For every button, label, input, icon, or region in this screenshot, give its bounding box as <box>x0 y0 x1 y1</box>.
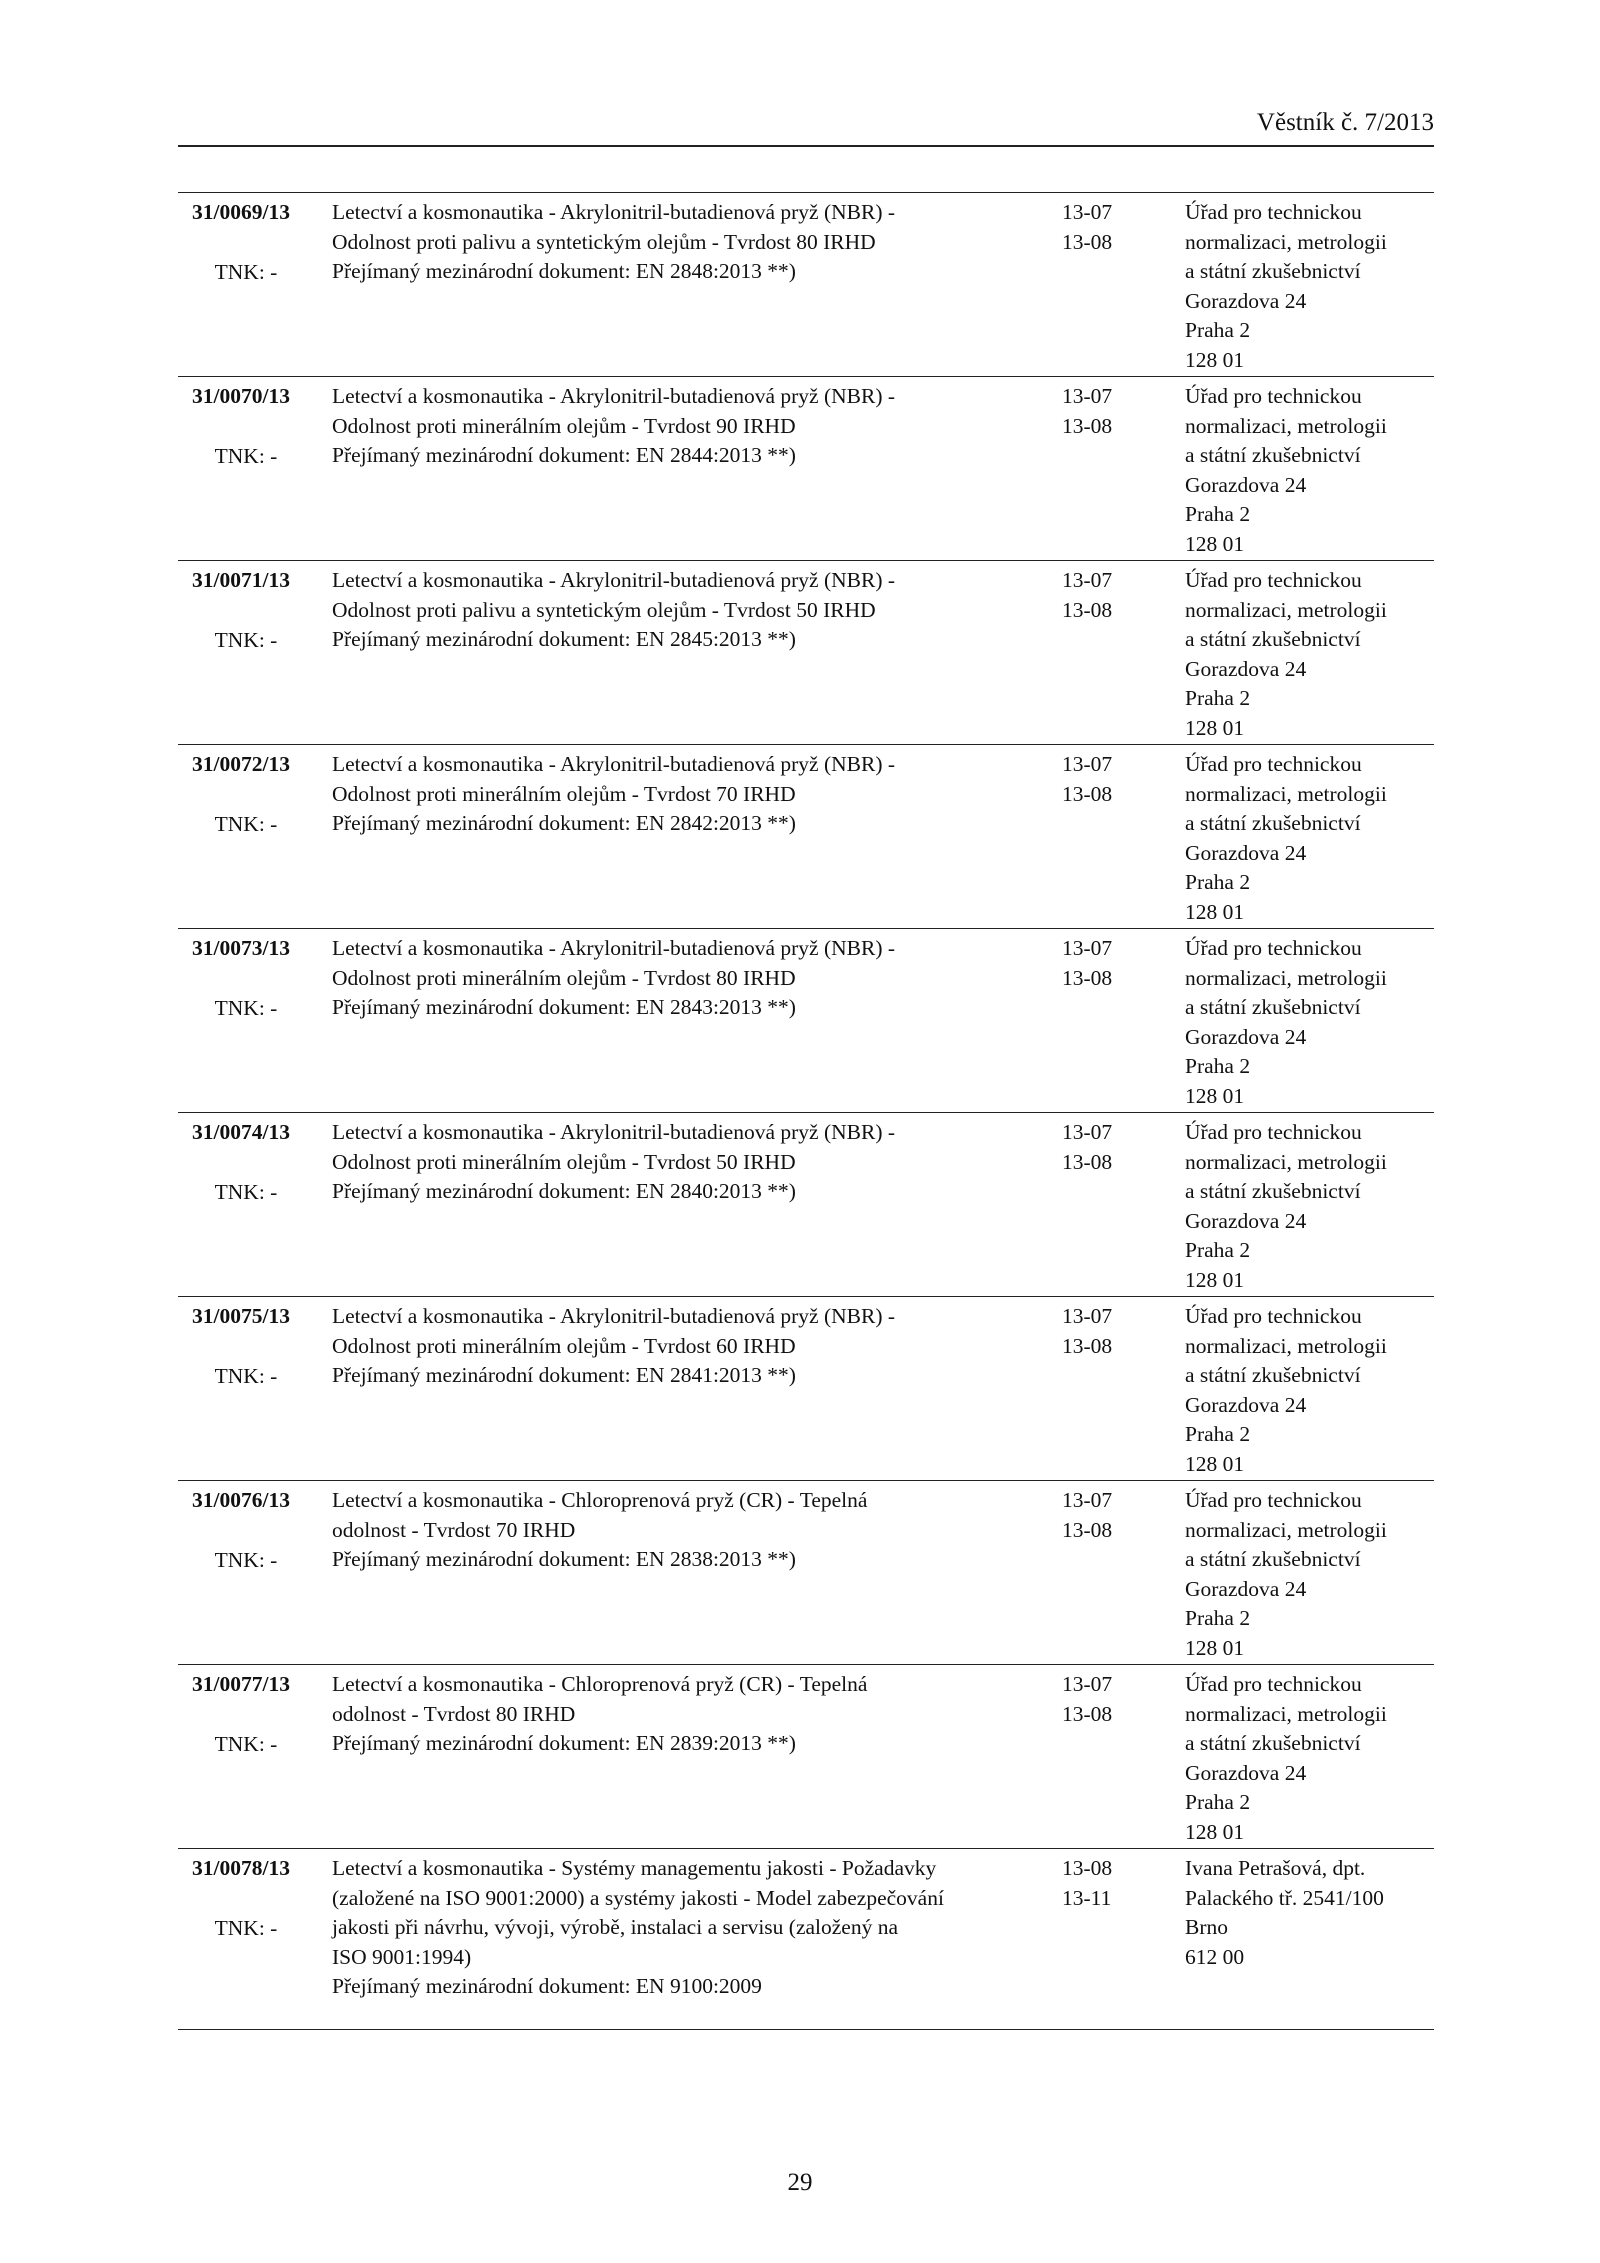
table-row <box>178 377 1434 561</box>
classification-code: 13-08 <box>1062 1856 1113 1880</box>
standard-description <box>332 1118 896 1207</box>
classification-codes <box>1062 934 1142 993</box>
standard-id-cell <box>192 1302 332 1391</box>
address-line: 128 01 <box>1185 715 1245 740</box>
description-line: Odolnost proti minerálním olejům - Tvrdost 80 IRHD <box>332 965 796 990</box>
classification-code: 13-08 <box>1062 781 1113 806</box>
classification-code: 13-08 <box>1062 1517 1113 1542</box>
address-line: 612 00 <box>1185 1944 1245 1969</box>
description-line: Letectví a kosmonautika - Akrylonitril-butadienová pryž (NBR) - <box>332 752 896 776</box>
address-line: a státní zkušebnictví <box>1185 995 1361 1019</box>
standard-number: 31/0077/13 <box>192 1672 290 1696</box>
tnk-label: TNK: - <box>214 443 278 468</box>
description-line: odolnost - Tvrdost 70 IRHD <box>332 1517 576 1542</box>
standard-description <box>332 1854 944 2002</box>
tnk-label: TNK: - <box>214 1547 278 1572</box>
classification-codes <box>1062 1854 1142 1913</box>
classification-codes <box>1062 382 1142 441</box>
description-line: Letectví a kosmonautika - Akrylonitril-butadienová pryž (NBR) - <box>332 1120 896 1144</box>
tnk-label: TNK: - <box>214 627 278 652</box>
classification-codes <box>1062 198 1142 257</box>
address-line: Úřad pro technickou <box>1185 1488 1362 1512</box>
address-line: normalizaci, metrologii <box>1185 597 1387 622</box>
address-line: Gorazdova 24 <box>1185 1576 1307 1601</box>
description-line: Odolnost proti palivu a syntetickým olejům - Tvrdost 80 IRHD <box>332 229 876 254</box>
classification-code: 13-08 <box>1062 1333 1113 1358</box>
address-line: Palackého tř. 2541/100 <box>1185 1885 1384 1910</box>
address-line: Gorazdova 24 <box>1185 1024 1307 1049</box>
description-line: Letectví a kosmonautika - Systémy managementu jakosti - Požadavky <box>332 1856 937 1880</box>
tnk-label: TNK: - <box>214 1731 278 1756</box>
address-line: 128 01 <box>1185 1635 1245 1660</box>
standard-description <box>332 1486 892 1575</box>
address-line: Praha 2 <box>1185 1054 1251 1078</box>
tnk-label: TNK: - <box>214 1179 278 1204</box>
address-line: Úřad pro technickou <box>1185 200 1362 224</box>
processor-address <box>1185 1118 1435 1295</box>
description-line: Přejímaný mezinárodní dokument: EN 9100:2009 <box>332 1974 762 1998</box>
address-line: normalizaci, metrologii <box>1185 1517 1387 1542</box>
standard-id-cell <box>192 750 332 839</box>
header-divider <box>178 145 1434 147</box>
standard-id-cell <box>192 1670 332 1759</box>
description-line: Odolnost proti minerálním olejům - Tvrdost 90 IRHD <box>332 413 796 438</box>
address-line: Gorazdova 24 <box>1185 1392 1307 1417</box>
description-line: jakosti při návrhu, vývoji, výrobě, instalaci a servisu (založený na <box>332 1915 899 1939</box>
address-line: 128 01 <box>1185 1819 1245 1844</box>
classification-code: 13-08 <box>1062 1701 1113 1726</box>
address-line: Praha 2 <box>1185 686 1251 710</box>
description-line: Přejímaný mezinárodní dokument: EN 2843:2013 **) <box>332 995 796 1019</box>
standard-number: 31/0069/13 <box>192 200 290 224</box>
address-line: Gorazdova 24 <box>1185 472 1307 497</box>
description-line: Letectví a kosmonautika - Akrylonitril-butadienová pryž (NBR) - <box>332 936 896 960</box>
standard-number: 31/0075/13 <box>192 1304 290 1328</box>
address-line: Úřad pro technickou <box>1185 1120 1362 1144</box>
description-line: Přejímaný mezinárodní dokument: EN 2841:2013 **) <box>332 1363 796 1387</box>
address-line: Praha 2 <box>1185 1422 1251 1446</box>
table-row <box>178 1481 1434 1665</box>
journal-header-title: Věstník č. 7/2013 <box>1256 109 1434 136</box>
processor-address <box>1185 1670 1435 1847</box>
standard-number: 31/0070/13 <box>192 384 290 408</box>
address-line: Úřad pro technickou <box>1185 1672 1362 1696</box>
standard-id-cell <box>192 1486 332 1575</box>
address-line: Úřad pro technickou <box>1185 1304 1362 1328</box>
description-line: Odolnost proti minerálním olejům - Tvrdost 60 IRHD <box>332 1333 796 1358</box>
tnk-label: TNK: - <box>214 259 278 284</box>
address-line: 128 01 <box>1185 1083 1245 1108</box>
address-line: normalizaci, metrologii <box>1185 1333 1387 1358</box>
standard-description <box>332 382 896 471</box>
address-line: Praha 2 <box>1185 502 1251 526</box>
classification-code: 13-11 <box>1062 1885 1112 1910</box>
address-line: Úřad pro technickou <box>1185 568 1362 592</box>
address-line: Praha 2 <box>1185 1606 1251 1630</box>
description-line: Odolnost proti minerálním olejům - Tvrdost 70 IRHD <box>332 781 796 806</box>
standard-description <box>332 566 896 655</box>
classification-code: 13-08 <box>1062 965 1113 990</box>
processor-address <box>1185 198 1435 375</box>
table-row <box>178 1849 1434 2030</box>
classification-code: 13-07 <box>1062 752 1113 776</box>
description-line: Odolnost proti minerálním olejům - Tvrdost 50 IRHD <box>332 1149 796 1174</box>
standard-number: 31/0078/13 <box>192 1856 290 1880</box>
address-line: Brno <box>1185 1915 1228 1939</box>
table-row <box>178 745 1434 929</box>
classification-code: 13-07 <box>1062 384 1113 408</box>
table-row <box>178 1665 1434 1849</box>
description-line: Přejímaný mezinárodní dokument: EN 2838:2013 **) <box>332 1547 796 1571</box>
classification-code: 13-07 <box>1062 1672 1113 1696</box>
processor-address <box>1185 1854 1435 1972</box>
address-line: 128 01 <box>1185 347 1245 372</box>
description-line: odolnost - Tvrdost 80 IRHD <box>332 1701 576 1726</box>
address-line: Praha 2 <box>1185 870 1251 894</box>
table-row <box>178 929 1434 1113</box>
tnk-label: TNK: - <box>214 1363 278 1388</box>
address-line: Gorazdova 24 <box>1185 840 1307 865</box>
processor-address <box>1185 1486 1435 1663</box>
address-line: a státní zkušebnictví <box>1185 1547 1361 1571</box>
classification-code: 13-07 <box>1062 568 1113 592</box>
description-line: Přejímaný mezinárodní dokument: EN 2840:2013 **) <box>332 1179 796 1203</box>
classification-code: 13-08 <box>1062 413 1113 438</box>
classification-code: 13-08 <box>1062 597 1113 622</box>
address-line: a státní zkušebnictví <box>1185 1731 1361 1755</box>
classification-code: 13-08 <box>1062 1149 1113 1174</box>
classification-codes <box>1062 1302 1142 1361</box>
classification-code: 13-07 <box>1062 936 1113 960</box>
address-line: 128 01 <box>1185 1451 1245 1476</box>
address-line: Gorazdova 24 <box>1185 656 1307 681</box>
classification-codes <box>1062 566 1142 625</box>
processor-address <box>1185 1302 1435 1479</box>
standard-number: 31/0073/13 <box>192 936 290 960</box>
table-row <box>178 193 1434 377</box>
address-line: 128 01 <box>1185 1267 1245 1292</box>
standard-description <box>332 1670 892 1759</box>
standard-id-cell <box>192 1854 332 1943</box>
standard-id-cell <box>192 1118 332 1207</box>
description-line: Letectví a kosmonautika - Chloroprenová pryž (CR) - Tepelná <box>332 1488 868 1512</box>
address-line: Praha 2 <box>1185 1790 1251 1814</box>
address-line: 128 01 <box>1185 899 1245 924</box>
address-line: 128 01 <box>1185 531 1245 556</box>
description-line: Přejímaný mezinárodní dokument: EN 2839:2013 **) <box>332 1731 796 1755</box>
address-line: normalizaci, metrologii <box>1185 413 1387 438</box>
standard-number: 31/0071/13 <box>192 568 290 592</box>
address-line: a státní zkušebnictví <box>1185 443 1361 467</box>
address-line: normalizaci, metrologii <box>1185 229 1387 254</box>
description-line: ISO 9001:1994) <box>332 1944 472 1969</box>
address-line: Praha 2 <box>1185 1238 1251 1262</box>
tnk-label: TNK: - <box>214 995 278 1020</box>
address-line: normalizaci, metrologii <box>1185 1701 1387 1726</box>
tnk-label: TNK: - <box>214 811 278 836</box>
standards-table <box>178 192 1434 2030</box>
classification-codes <box>1062 1486 1142 1545</box>
table-row <box>178 1297 1434 1481</box>
description-line: Přejímaný mezinárodní dokument: EN 2845:2013 **) <box>332 627 796 651</box>
classification-codes <box>1062 750 1142 809</box>
description-line: Odolnost proti palivu a syntetickým olejům - Tvrdost 50 IRHD <box>332 597 876 622</box>
standard-description <box>332 750 896 839</box>
address-line: Gorazdova 24 <box>1185 288 1307 313</box>
table-row <box>178 561 1434 745</box>
standard-id-cell <box>192 382 332 471</box>
standard-description <box>332 1302 896 1391</box>
page-number: 29 <box>787 2169 813 2196</box>
standard-id-cell <box>192 934 332 1023</box>
address-line: Úřad pro technickou <box>1185 384 1362 408</box>
processor-address <box>1185 750 1435 927</box>
address-line: normalizaci, metrologii <box>1185 1149 1387 1174</box>
address-line: Úřad pro technickou <box>1185 752 1362 776</box>
processor-address <box>1185 934 1435 1111</box>
processor-address <box>1185 382 1435 559</box>
processor-address <box>1185 566 1435 743</box>
address-line: normalizaci, metrologii <box>1185 965 1387 990</box>
address-line: Úřad pro technickou <box>1185 936 1362 960</box>
address-line: Praha 2 <box>1185 318 1251 342</box>
description-line: Letectví a kosmonautika - Akrylonitril-butadienová pryž (NBR) - <box>332 568 896 592</box>
standard-number: 31/0072/13 <box>192 752 290 776</box>
standard-number: 31/0076/13 <box>192 1488 290 1512</box>
address-line: Gorazdova 24 <box>1185 1208 1307 1233</box>
description-line: Přejímaný mezinárodní dokument: EN 2842:2013 **) <box>332 811 796 835</box>
standard-id-cell <box>192 566 332 655</box>
description-line: Letectví a kosmonautika - Chloroprenová pryž (CR) - Tepelná <box>332 1672 868 1696</box>
address-line: a státní zkušebnictví <box>1185 1179 1361 1203</box>
standard-description <box>332 198 896 287</box>
classification-code: 13-07 <box>1062 1120 1113 1144</box>
description-line: (založené na ISO 9001:2000) a systémy jakosti - Model zabezpečování <box>332 1885 944 1910</box>
classification-code: 13-07 <box>1062 1304 1113 1328</box>
description-line: Letectví a kosmonautika - Akrylonitril-butadienová pryž (NBR) - <box>332 384 896 408</box>
description-line: Přejímaný mezinárodní dokument: EN 2848:2013 **) <box>332 259 796 283</box>
address-line: a státní zkušebnictví <box>1185 1363 1361 1387</box>
standard-number: 31/0074/13 <box>192 1120 290 1144</box>
classification-code: 13-07 <box>1062 200 1113 224</box>
address-line: normalizaci, metrologii <box>1185 781 1387 806</box>
address-line: a státní zkušebnictví <box>1185 627 1361 651</box>
description-line: Letectví a kosmonautika - Akrylonitril-butadienová pryž (NBR) - <box>332 200 896 224</box>
address-line: a státní zkušebnictví <box>1185 811 1361 835</box>
address-line: a státní zkušebnictví <box>1185 259 1361 283</box>
standard-id-cell <box>192 198 332 287</box>
classification-code: 13-07 <box>1062 1488 1113 1512</box>
classification-codes <box>1062 1670 1142 1729</box>
classification-codes <box>1062 1118 1142 1177</box>
classification-code: 13-08 <box>1062 229 1113 254</box>
address-line: Gorazdova 24 <box>1185 1760 1307 1785</box>
address-line: Ivana Petrašová, dpt. <box>1185 1856 1366 1880</box>
description-line: Letectví a kosmonautika - Akrylonitril-butadienová pryž (NBR) - <box>332 1304 896 1328</box>
tnk-label: TNK: - <box>214 1915 278 1940</box>
table-row <box>178 1113 1434 1297</box>
description-line: Přejímaný mezinárodní dokument: EN 2844:2013 **) <box>332 443 796 467</box>
standard-description <box>332 934 896 1023</box>
